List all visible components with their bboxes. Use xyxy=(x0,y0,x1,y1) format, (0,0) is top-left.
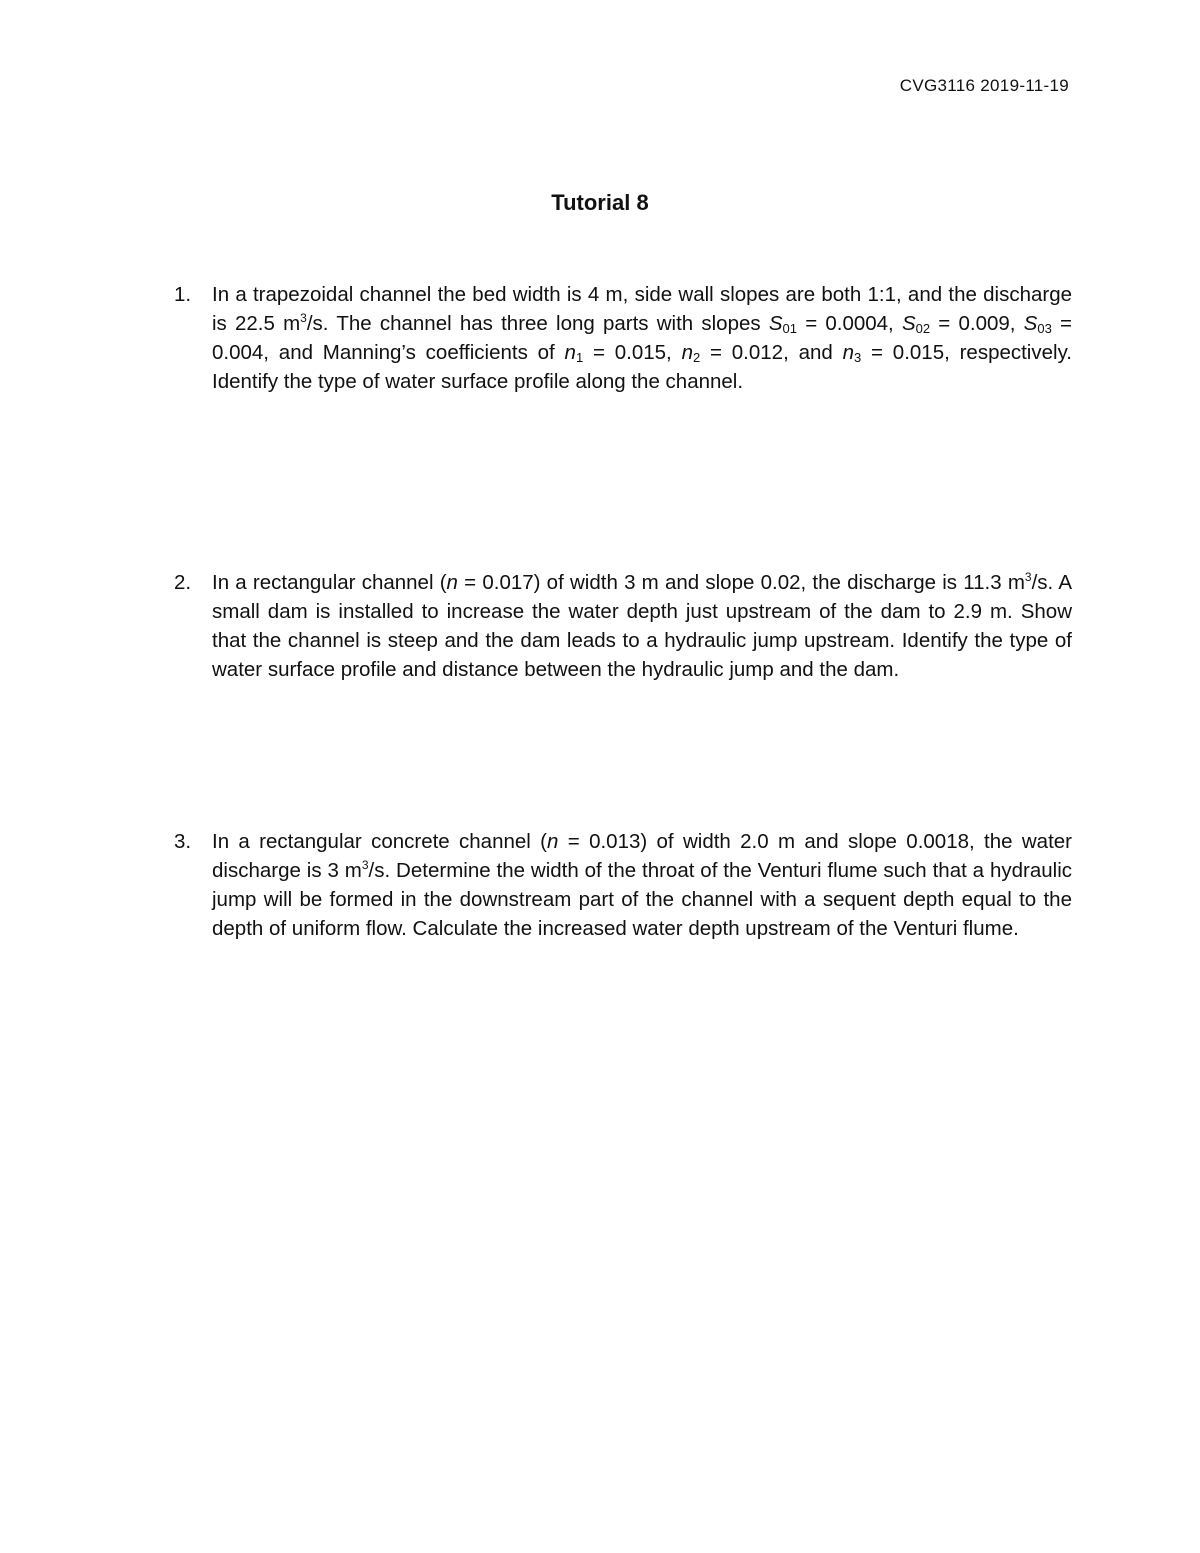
problem-text-segment: = 0.015, xyxy=(583,341,682,364)
problem-text-segment: n xyxy=(681,341,693,364)
problem-text-segment: /s. The channel has three long parts with slopes xyxy=(306,312,769,335)
problem-text-segment: S xyxy=(901,312,916,335)
problem-text-segment: 02 xyxy=(915,321,931,336)
problem-text-segment: n xyxy=(564,341,576,364)
problem-text-segment: = 0.012, and xyxy=(700,341,843,364)
problem-text-segment: 3 xyxy=(300,311,307,325)
problem-text-segment: n xyxy=(547,830,559,853)
problem-text-segment: In a rectangular channel ( xyxy=(212,571,447,594)
problem-text-segment: = 0.017) of width 3 m and slope 0.02, the discharge is 11.3 m xyxy=(457,571,1025,594)
problem-number: 3. xyxy=(174,830,192,853)
problem-text-segment: In a trapezoidal channel the bed width is 4 m, side wall slopes are both 1:1, and the discharge is 22.5 m xyxy=(212,283,1072,335)
problem-text-segment: n xyxy=(842,341,854,364)
problem-text-segment: = 0.009, xyxy=(930,312,1024,335)
problem-text-segment: 3 xyxy=(361,858,369,872)
problem-text-segment: S xyxy=(1023,312,1038,335)
problem-text-segment: = 0.004, and Manning’s coefficients of xyxy=(212,312,1072,364)
problem-text xyxy=(212,827,1072,943)
problem-text-segment: = 0.015, respectively. Identify the type of water surface profile along the channel. xyxy=(212,341,1072,393)
problem-text-segment: 3 xyxy=(853,350,862,365)
problem-text-segment: 2 xyxy=(692,350,701,365)
problem-number: 1. xyxy=(174,283,192,306)
problem-number: 2. xyxy=(174,571,192,594)
problem-1 xyxy=(174,280,1072,396)
problem-text-segment: n xyxy=(446,571,458,594)
problem-2 xyxy=(174,568,1072,684)
problem-3 xyxy=(174,827,1072,943)
problem-text-segment: 01 xyxy=(782,321,797,336)
page-title: Tutorial 8 xyxy=(551,190,649,215)
problem-text xyxy=(212,568,1072,684)
problem-text-segment: 03 xyxy=(1037,321,1052,336)
problem-text-segment: In a rectangular concrete channel ( xyxy=(212,830,548,853)
course-code-date: CVG3116 2019-11-19 xyxy=(899,76,1069,95)
problem-text-segment: 3 xyxy=(1024,570,1032,584)
problem-text-segment: /s. Determine the width of the throat of the Venturi flume such that a hydraulic jump will be formed in the downstream part of the channel with a sequent depth equal to the depth of uniform flow. Calculate the increased water depth upstream of the Venturi flume. xyxy=(212,859,1073,940)
problem-text-segment: /s. A small dam is installed to increase the water depth just upstream of the dam to 2.9 m. Show that the channel is steep and the dam leads to a hydraulic jump upstream. Identify the type of water surface profile and distance between the hydraulic jump and the dam. xyxy=(212,571,1072,681)
problem-text-segment: = 0.0004, xyxy=(797,312,902,335)
problem-text-segment: = 0.013) of width 2.0 m and slope 0.0018, the water discharge is 3 m xyxy=(212,830,1072,882)
problem-text-segment: 1 xyxy=(575,350,584,365)
problem-text-segment: S xyxy=(768,312,783,335)
problem-text xyxy=(212,280,1072,396)
